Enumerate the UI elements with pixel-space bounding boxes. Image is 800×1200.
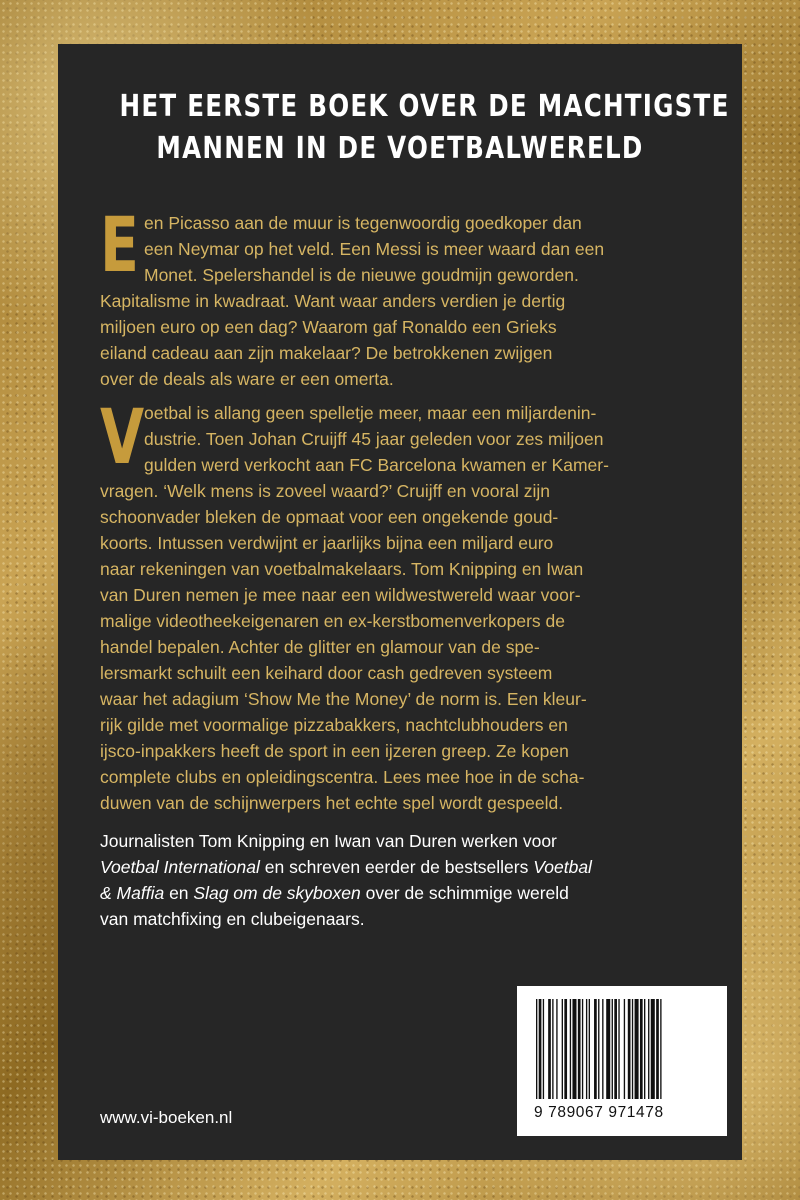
headline-line-2: MANNEN IN DE VOETBALWERELD [156,131,644,166]
intro-line: Kapitalisme in kwadraat. Want waar anders verdien je dertig [100,291,566,311]
body-line: koorts. Intussen verdwijnt er jaarlijks bijna een miljard euro [100,533,554,553]
barcode-bar [570,999,571,1099]
barcode-bar [556,999,557,1099]
barcode-bar [628,999,631,1099]
barcode-bar [548,999,551,1099]
body-paragraph [100,392,704,816]
barcode-bar [606,999,610,1099]
bio-line: van matchfixing en clubeigenaars. [100,909,365,929]
body-line: duwen van de schijnwerpers het echte spel wordt gespeeld. [100,793,564,813]
body-line: vragen. ‘Welk mens is zoveel waard?’ Cruijff en vooral zijn [100,481,551,501]
barcode-bar [582,999,583,1099]
barcode-bar [660,999,661,1099]
body-line: rijk gilde met voormalige pizzabakkers, nachtclubhouders en [100,715,568,735]
barcode-bar [589,999,590,1099]
body-line: dustrie. Toen Johan Cruijff 45 jaar geleden voor zes miljoen [144,429,604,449]
body-line: malige videotheekeigenaren en ex-kerstbomenverkopers de [100,611,565,631]
intro-line: en Picasso aan de muur is tegenwoordig goedkoper dan [144,213,582,233]
intro-line: miljoen euro op een dag? Waarom gaf Ronaldo een Grieks [100,317,557,337]
barcode-bar [562,999,563,1099]
barcode-bar [612,999,613,1099]
barcode-bar [635,999,639,1099]
bio-text: en schreven eerder de bestsellers [259,857,534,877]
body-line: gulden werd verkocht aan FC Barcelona kwamen er Kamer- [144,455,609,475]
book-title-vi: Voetbal International [100,857,260,877]
body-line: complete clubs en opleidingscentra. Lees mee hoe in de scha- [100,767,585,787]
body-line: ijsco-inpakkers heeft de sport in een ijzeren greep. Ze kopen [100,741,569,761]
book-title-voetbal: Voetbal [533,857,592,877]
body-line: schoonvader bleken de opmaat voor een ongekende goud- [100,507,559,527]
barcode-bar [543,999,544,1099]
barcode-bar [602,999,603,1099]
barcode-bar [564,999,567,1099]
author-bio [100,828,704,932]
intro-line: eiland cadeau aan zijn makelaar? De betrokkenen zwijgen [100,343,553,363]
body-dropcap: V [100,392,145,481]
barcode-bar [656,999,659,1099]
intro-line: over de deals als ware er een omerta. [100,369,394,389]
intro-line: een Neymar op het veld. Een Messi is meer waard dan een [144,239,605,259]
bio-line: Journalisten Tom Knipping en Iwan van Duren werken voor [100,831,557,851]
barcode-bar [644,999,645,1099]
barcode-bar [618,999,619,1099]
book-title-maffia: & Maffia [100,883,165,903]
cover-headline [119,86,730,170]
barcode-bar [648,999,649,1099]
body-line: oetbal is allang geen spelletje meer, maar een miljardenin- [144,403,597,423]
body-line: lersmarkt schuilt een keihard door cash gedreven systeem [100,663,553,683]
intro-paragraph [100,200,704,392]
barcode-bar [572,999,576,1099]
barcode-bar [614,999,617,1099]
body-line: van Duren nemen je mee naar een wildwestwereld waar voor- [100,585,581,605]
back-cover-panel [58,44,742,1160]
body-line: handel bepalen. Achter de glitter en glamour van de spe- [100,637,540,657]
isbn-number: 9 789067 971478 [534,1104,664,1121]
barcode-bar [624,999,625,1099]
barcode-bar [594,999,597,1099]
barcode-bar [651,999,655,1099]
barcode-bar [598,999,599,1099]
body-line: naar rekeningen van voetbalmakelaars. Tom Knipping en Iwan [100,559,584,579]
barcode-bar [552,999,553,1099]
bio-text: over de schimmige wereld [360,883,569,903]
barcode-bar [640,999,643,1099]
barcode-bar [539,999,542,1099]
intro-line: Monet. Spelershandel is de nieuwe goudmijn geworden. [144,265,579,285]
headline-line-1: HET EERSTE BOEK OVER DE MACHTIGSTE [119,89,730,124]
barcode [517,986,727,1136]
barcode-bar [586,999,587,1099]
barcode-bar [536,999,537,1099]
bio-line [100,854,704,880]
bio-line [100,880,704,906]
body-line: waar het adagium ‘Show Me the Money’ de norm is. Een kleur- [100,689,587,709]
barcode-bar [578,999,581,1099]
barcode-bars [534,999,710,1103]
bio-text: en [164,883,194,903]
publisher-website: www.vi-boeken.nl [100,1108,233,1127]
barcode-bar [632,999,633,1099]
intro-dropcap: E [100,200,139,289]
book-title-skyboxen: Slag om de skyboxen [193,883,361,903]
